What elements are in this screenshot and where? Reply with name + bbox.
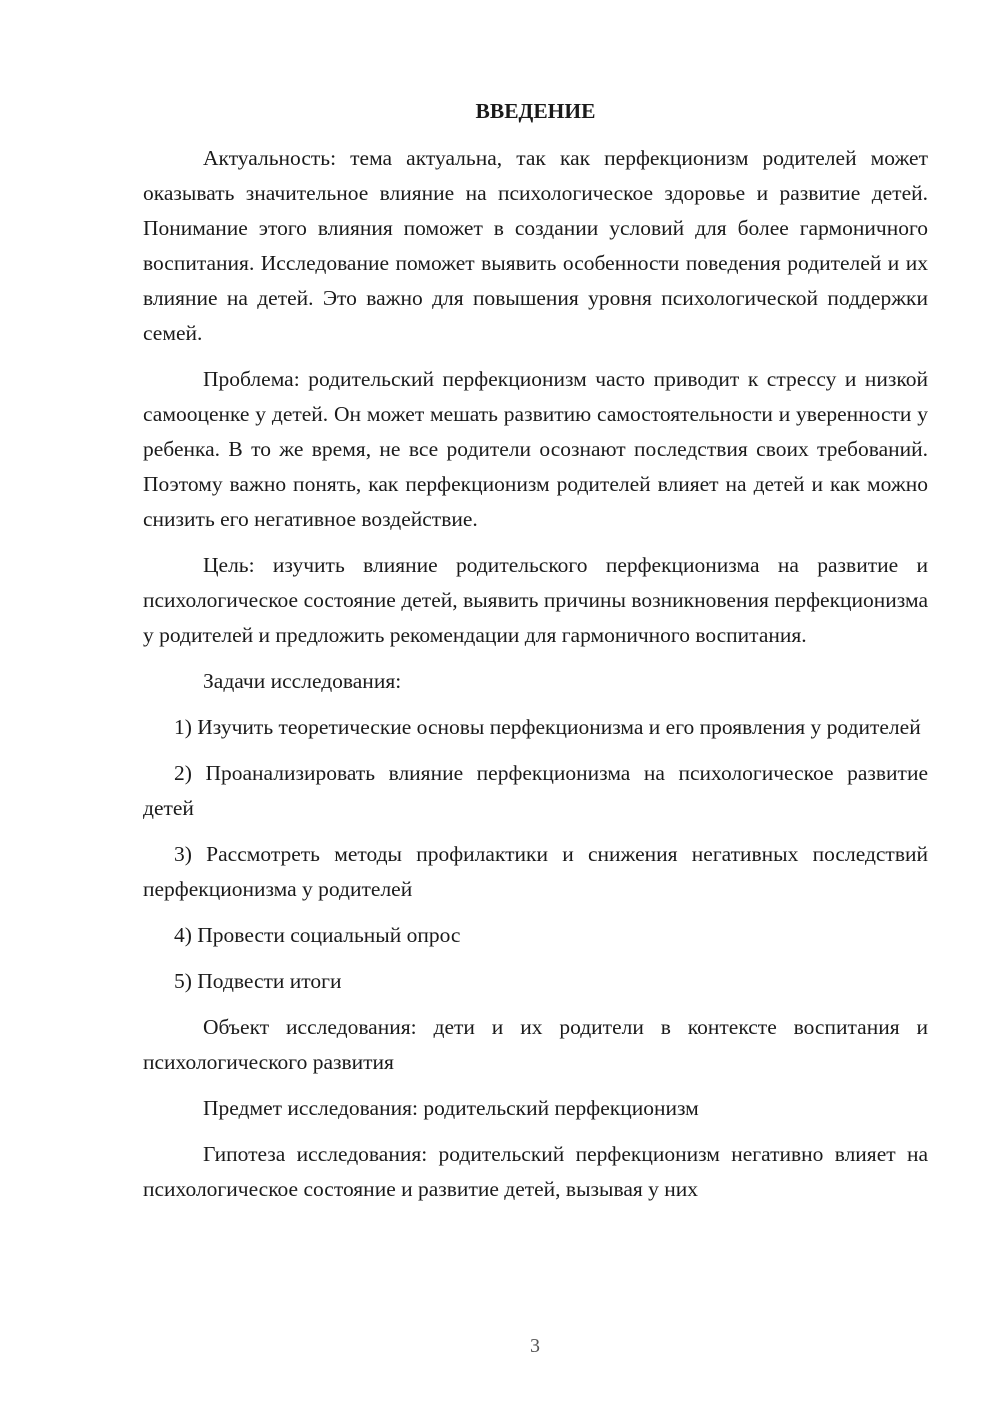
relevance-paragraph: Актуальность: тема актуальна, так как перфекционизм родителей может оказывать значительное влияние на психологическое здоровье и развитие детей. Понимание этого влияния поможет в создании условий для более гармоничного воспитания. Исследование поможет выявить особенности поведения родителей и их влияние на детей. Это важно для повышения уровня психологической поддержки семей. — [143, 146, 928, 345]
page-content — [143, 94, 928, 1218]
page-number: 3 — [530, 1335, 540, 1357]
task-item-5: 5) Подвести итоги — [174, 969, 342, 993]
tasks-heading: Задачи исследования: — [203, 669, 402, 693]
task-item-2: 2) Проанализировать влияние перфекционизма на психологическое развитие детей — [143, 761, 928, 820]
goal-paragraph: Цель: изучить влияние родительского перфекционизма на развитие и психологическое состояние детей, выявить причины возникновения перфекционизма у родителей и предложить рекомендации для гармоничного воспитания. — [143, 553, 928, 647]
object-paragraph: Объект исследования: дети и их родители в контексте воспитания и психологического развития — [143, 1015, 928, 1074]
task-item-3: 3) Рассмотреть методы профилактики и снижения негативных последствий перфекционизма у родителей — [143, 842, 928, 901]
task-item-1: 1) Изучить теоретические основы перфекционизма и его проявления у родителей — [174, 715, 921, 739]
section-heading: ВВЕДЕНИЕ — [475, 99, 596, 123]
problem-paragraph: Проблема: родительский перфекционизм часто приводит к стрессу и низкой самооценке у детей. Он может мешать развитию самостоятельности и уверенности у ребенка. В то же время, не все родители осознают последствия своих требований. Поэтому важно понять, как перфекционизм родителей влияет на детей и как можно снизить его негативное воздействие. — [143, 367, 928, 531]
task-item-4: 4) Провести социальный опрос — [174, 923, 461, 947]
subject-paragraph: Предмет исследования: родительский перфекционизм — [203, 1096, 699, 1120]
hypothesis-paragraph: Гипотеза исследования: родительский перфекционизм негативно влияет на психологическое состояние и развитие детей, вызывая у них — [143, 1142, 928, 1201]
